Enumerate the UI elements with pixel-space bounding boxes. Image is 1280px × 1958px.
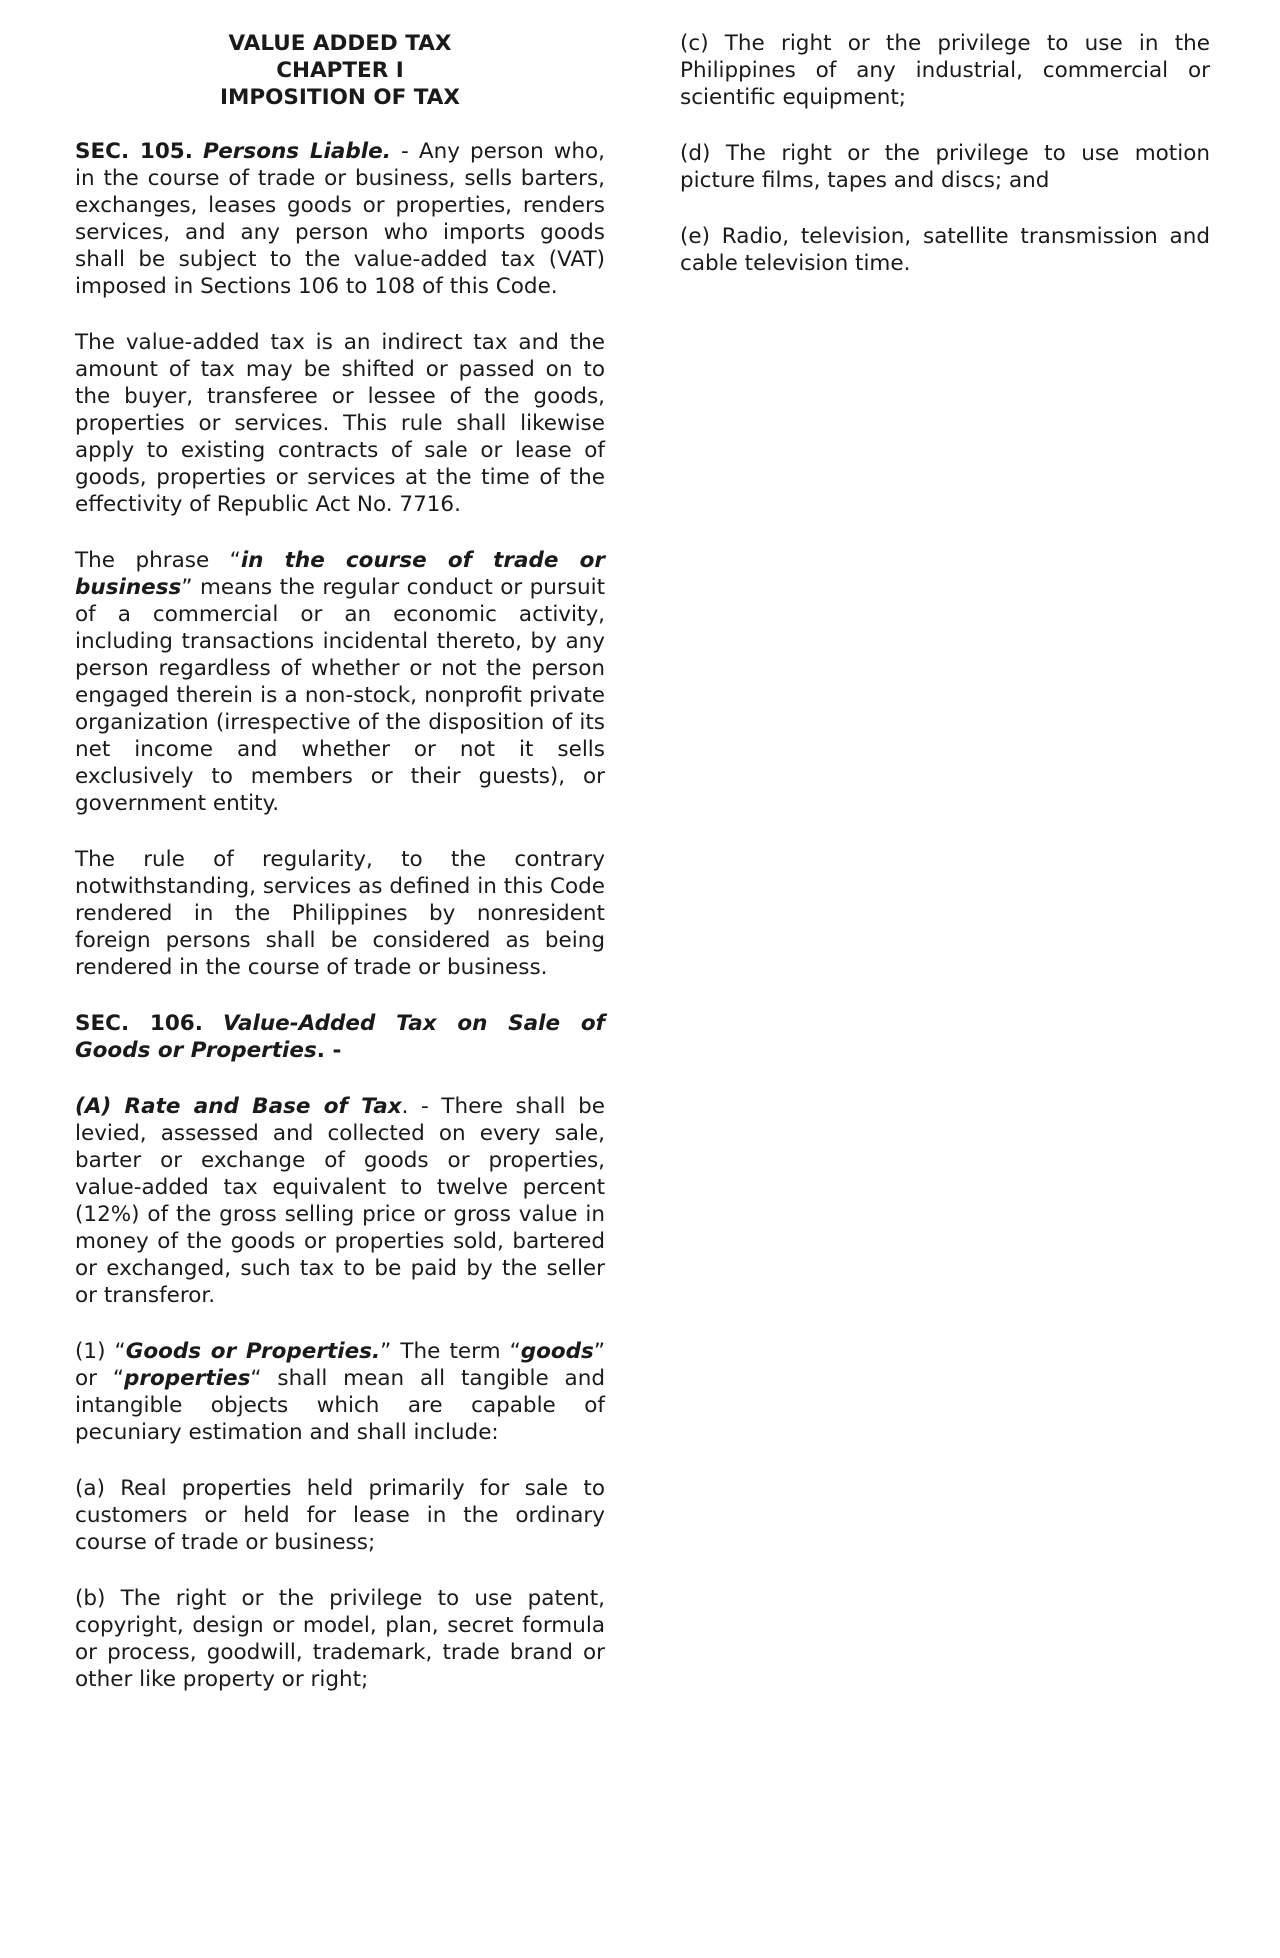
def-mid1: ” The term “ bbox=[380, 1339, 521, 1364]
sec105-paragraph-2: The value-added tax is an indirect tax and the amount of tax may be shifted or passed on to the buyer, transferee or lessee of the goods, properties or services. This rule shall likewise apply to existing contracts of sale or lease of goods, properties or services at the time of the effectivity of Republic Act No. 7716. bbox=[75, 330, 605, 517]
item-c-paragraph: (c) The right or the privilege to use in the Philippines of any industrial, commercial or scientific equipment; bbox=[680, 31, 1210, 110]
sec105-label: SEC. 105. bbox=[75, 139, 193, 164]
heading-chapter: CHAPTER I bbox=[276, 58, 404, 83]
document-heading bbox=[75, 30, 605, 111]
sec105-paragraph-1 bbox=[75, 138, 605, 300]
def-properties: properties bbox=[124, 1366, 251, 1391]
sec106-a-text: . - There shall be levied, assessed and collected on every sale, barter or exchange of goods or properties, value-added tax equivalent to twelve percent (12%) of the gross selling price or gross value in money of the goods or properties sold, bartered or exchanged, such tax to be paid by the seller or transferor. bbox=[75, 1094, 605, 1308]
def-end: “ shall mean all tangible and intangible objects which are capable of pecuniary estimation and shall include: bbox=[75, 1366, 605, 1445]
sec105-title: Persons Liable. bbox=[203, 139, 391, 164]
sec105-paragraph-4: The rule of regularity, to the contrary notwithstanding, services as defined in this Code rendered in the Philippines by nonresident foreign persons shall be considered as being rendered in the course of trade or business. bbox=[75, 847, 605, 980]
def-num: (1) “ bbox=[75, 1339, 126, 1364]
sec106-title: Value-Added Tax on Sale of Goods or Properties bbox=[75, 1011, 605, 1063]
sec106-a-paragraph bbox=[75, 1093, 605, 1309]
def-goods: goods bbox=[520, 1339, 594, 1364]
right-column bbox=[680, 30, 1210, 306]
sec106-a-title: (A) Rate and Base of Tax bbox=[75, 1094, 402, 1119]
sec105-paragraph-3 bbox=[75, 547, 605, 817]
def-title: Goods or Properties. bbox=[125, 1339, 381, 1364]
item-a-paragraph: (a) Real properties held primarily for sale to customers or held for lease in the ordinary course of trade or business; bbox=[75, 1476, 605, 1555]
sec106-suffix: . - bbox=[316, 1038, 342, 1063]
item-e-paragraph: (e) Radio, television, satellite transmission and cable television time. bbox=[680, 224, 1210, 276]
goods-definition-paragraph bbox=[75, 1338, 605, 1446]
item-b-paragraph: (b) The right or the privilege to use patent, copyright, design or model, plan, secret formula or process, goodwill, trademark, trade brand or other like property or right; bbox=[75, 1586, 605, 1692]
sec106-heading bbox=[75, 1010, 605, 1064]
sec105-p3-pre: The phrase “ bbox=[75, 548, 241, 573]
item-d-paragraph: (d) The right or the privilege to use motion picture films, tapes and discs; and bbox=[680, 141, 1210, 193]
heading-title: VALUE ADDED TAX bbox=[228, 31, 452, 56]
left-column bbox=[75, 30, 605, 1722]
heading-subtitle: IMPOSITION OF TAX bbox=[220, 85, 460, 110]
def-mid2: ” or “ bbox=[75, 1339, 605, 1391]
course-of-trade-phrase: in the course of trade or business bbox=[75, 548, 605, 600]
sec105-p3-post: ” means the regular conduct or pursuit of a commercial or an economic activity, including transactions incidental thereto, by any person regardless of whether or not the person engaged therein is a non-stock, nonprofit private organization (irrespective of the disposition of its net income and whether or not it sells exclusively to members or their guests), or government entity. bbox=[75, 575, 605, 816]
sec105-text-1: Any person who, in the course of trade or business, sells barters, exchanges, leases goods or properties, renders services, and any person who imports goods shall be subject to the value-added tax (VAT) imposed in Sections 106 to 108 of this Code. bbox=[75, 139, 606, 299]
sec105-dash: - bbox=[390, 139, 419, 164]
sec106-label: SEC. 106. bbox=[75, 1011, 203, 1036]
